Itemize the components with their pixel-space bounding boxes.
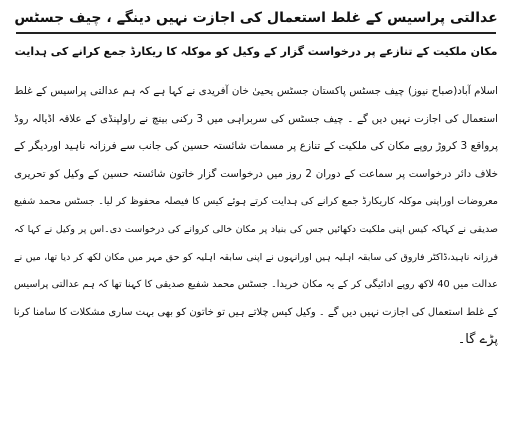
- body-line: اسلام آباد(صباح نیوز) چیف جسٹس پاکستان جسٹس یحییٰ خان آفریدی نے کہا ہے کہ ہم عدالتی پراسیس کے غلط: [14, 85, 498, 97]
- body-line: کے غلط استعمال کی اجازت نہیں دیں گے ۔ وکیل کیس چلاتے ہیں تو خاتون کو بھی بہت ساری مشکلات کا سامنا کرنا: [14, 306, 498, 318]
- subheadline: مکان ملکیت کے تنازعے پر درخواست گزار کے وکیل کو موکلہ کا ریکارڈ جمع کرانے کی ہدایت: [14, 45, 498, 58]
- headline: عدالتی پراسیس کے غلط استعمال کی اجازت نہیں دینگے ، چیف جسٹس: [14, 10, 498, 26]
- body-line: عدالت میں 40 لاکھ روپے ادائیگی کر کے یہ مکان خریدا۔ جسٹس محمد شفیع صدیقی کا کہنا تھا کہ ہم عدالتی پراسیس: [14, 279, 498, 291]
- body-line: خلاف دائر درخواست پر سماعت کے دوران 2 روز میں درخواست گزار خاتون شائستہ حسین کے وکیل کو تحریری: [14, 167, 498, 180]
- body-line: استعمال کی اجازت نہیں دیں گے ۔ چیف جسٹس کی سربراہی میں 3 رکنی بینچ نے راولپنڈی کے علاقہ اڈیالہ روڈ: [14, 112, 498, 125]
- article-body: [14, 78, 498, 354]
- body-line: صدیقی نے کہاکہ کیس اپنی ملکیت دکھائیں جس کی بنیاد پر مکان خالی کروانے کی درخواست دی۔اس پر وکیل نے کہا کہ: [14, 223, 498, 235]
- body-line: فرزانہ ناہید،ڈاکٹر فاروق کی سابقہ اہلیہ ہیں اورانہوں نے اپنی سابقہ اہلیہ کو حق مہر میں مکان لکھ کر دیا تھا، میں نے: [14, 251, 498, 263]
- body-line: پرواقع 3 کروڑ روپے مکان کی ملکیت کے تنازع پر مسمات شائستہ حسین کی جانب سے فرزانہ ناہید اوردیگر کے: [14, 140, 498, 153]
- body-line: پڑے گا۔: [457, 332, 498, 348]
- headline-divider: [16, 32, 496, 34]
- body-line: معروضات اوراپنی موکلہ کاریکارڈ جمع کرانے کی ہدایت کرتے ہوئے کیس کا فیصلہ محفوظ کر لیا۔ جسٹس محمد شفیع: [14, 196, 498, 208]
